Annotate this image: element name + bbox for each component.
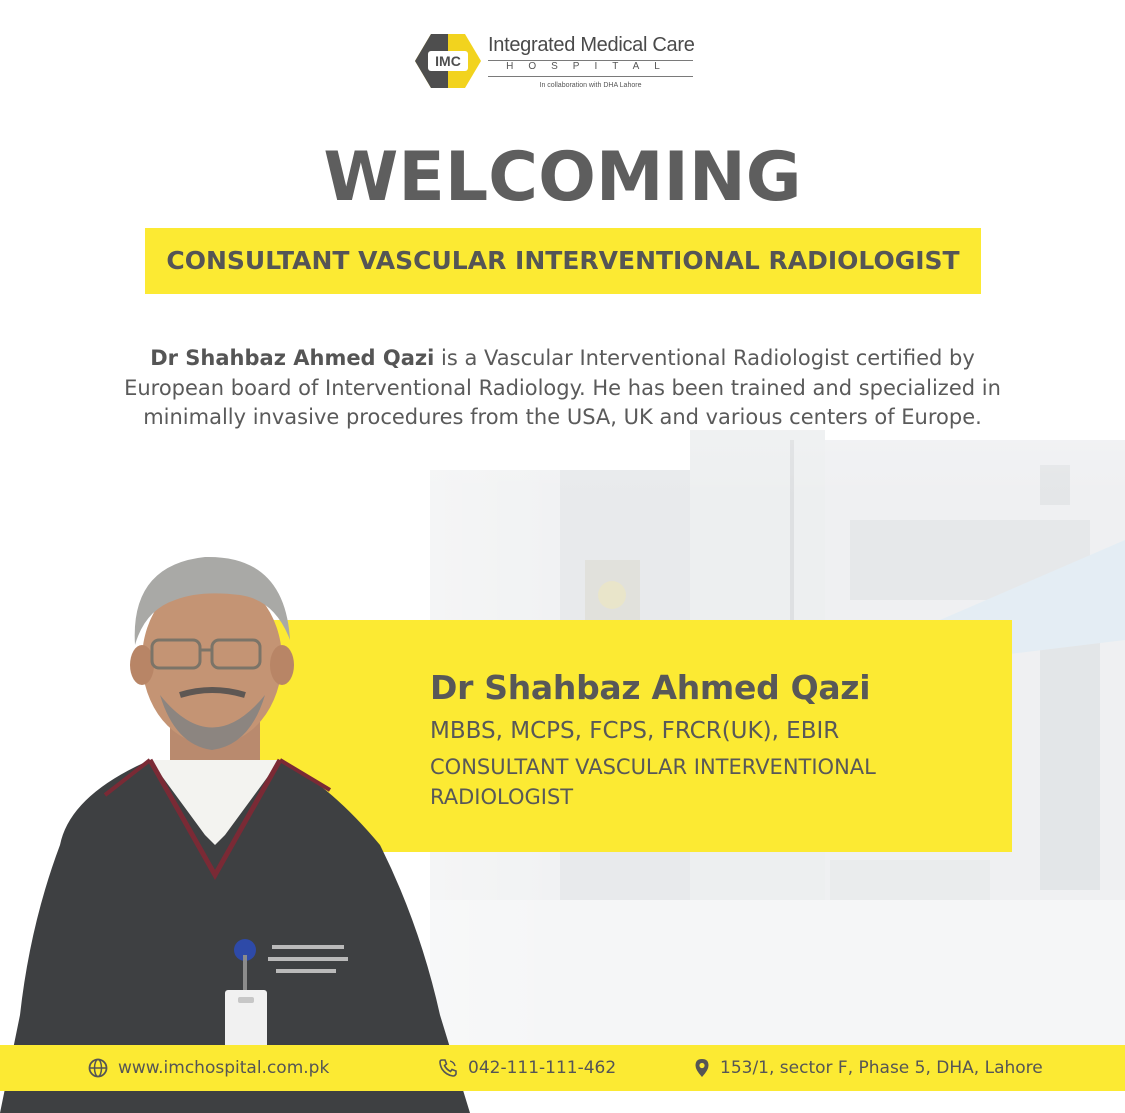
logo-divider (488, 76, 693, 77)
position-banner (145, 228, 981, 294)
address-text: 153/1, sector F, Phase 5, DHA, Lahore (720, 1058, 1043, 1078)
bio-text: is a Vascular Interventional Radiologist certified by European board of Interventional Radiology. He has been trained and specialized in minimally invasive procedures from the USA, UK and various centers of Europe. (124, 346, 1001, 429)
doctor-portrait (0, 545, 470, 1113)
footer-website[interactable] (88, 1045, 329, 1091)
doctor-bio (120, 344, 1005, 433)
footer-phone[interactable] (438, 1045, 616, 1091)
doctor-designation: CONSULTANT VASCULAR INTERVENTIONAL RADIOLOGIST (430, 755, 876, 809)
phone-text[interactable]: 042-111-111-462 (468, 1058, 617, 1078)
position-banner-text: CONSULTANT VASCULAR INTERVENTIONAL RADIOLOGIST (166, 246, 960, 275)
logo-mark-text: IMC (435, 53, 461, 69)
logo-name: Integrated Medical Care (488, 34, 695, 56)
headline: WELCOMING (323, 138, 802, 217)
doctor-name: Dr Shahbaz Ahmed Qazi (430, 668, 871, 707)
location-pin-icon (694, 1058, 710, 1078)
website-text[interactable]: www.imchospital.com.pk (118, 1058, 330, 1078)
footer-contact-bar (0, 1045, 1125, 1091)
hospital-logo (414, 30, 714, 94)
imc-hexagon-logo-icon (414, 32, 482, 90)
logo-subtitle: HOSPITAL (506, 61, 675, 72)
globe-icon (88, 1058, 108, 1078)
footer-address (694, 1045, 1043, 1091)
doctor-qualifications: MBBS, MCPS, FCPS, FRCR(UK), EBIR (430, 718, 840, 744)
logo-collaboration: In collaboration with DHA Lahore (539, 82, 642, 89)
phone-icon (438, 1058, 458, 1078)
bio-doctor-name: Dr Shahbaz Ahmed Qazi (150, 346, 435, 370)
